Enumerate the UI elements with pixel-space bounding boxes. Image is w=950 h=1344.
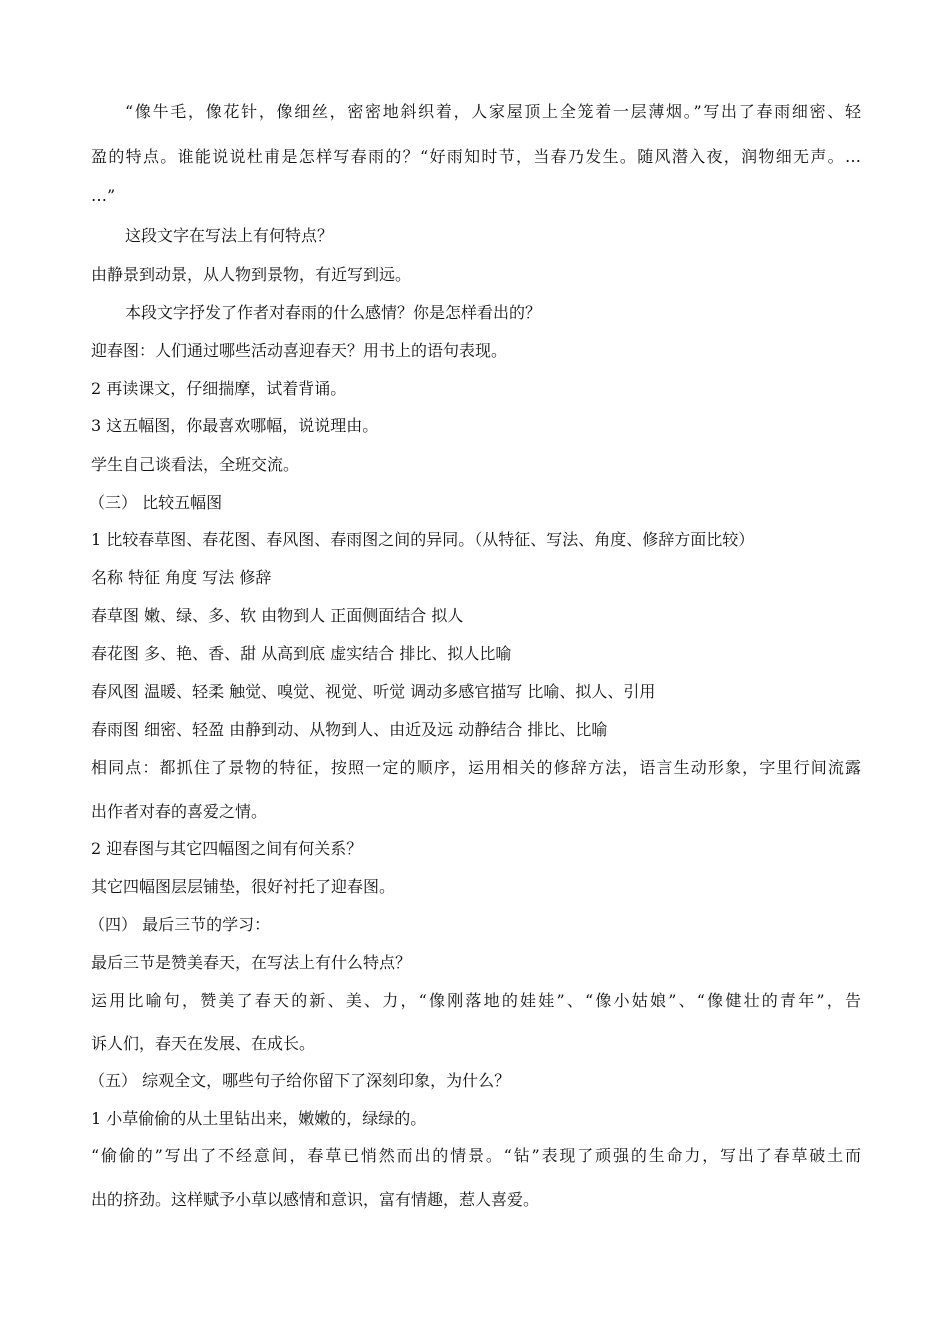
answer-line: 其它四幅图层层铺垫，很好衬托了迎春图。: [91, 877, 396, 896]
paragraph-line: “像牛毛，像花针，像细丝，密密地斜织着，人家屋顶上全笼着一层薄烟。”写出了春雨细密、轻: [125, 102, 861, 121]
comparison-row: 春花图 多、艳、香、甜 从高到底 虚实结合 排比、拟人比喻: [91, 644, 512, 663]
section-heading: （五） 综观全文，哪些句子给你留下了深刻印象，为什么？: [89, 1071, 511, 1090]
list-item: 2 迎春图与其它四幅图之间有何关系？: [91, 839, 363, 858]
comparison-row: 春草图 嫩、绿、多、软 由物到人 正面侧面结合 拟人: [91, 606, 464, 625]
paragraph-line: 出作者对春的喜爱之情。: [91, 802, 268, 821]
question-line: 本段文字抒发了作者对春雨的什么感情？你是怎样看出的？: [125, 303, 542, 322]
paragraph-line: 相同点：都抓住了景物的特征，按照一定的顺序，运用相关的修辞方法，语言生动形象，字里行间流露: [91, 758, 861, 777]
paragraph-line: 诉人们，春天在发展、在成长。: [91, 1034, 316, 1053]
comparison-row: 春风图 温暖、轻柔 触觉、嗅觉、视觉、听觉 调动多感官描写 比喻、拟人、引用: [91, 682, 656, 701]
answer-line: 由静景到动景，从人物到景物，有近写到远。: [91, 265, 412, 284]
list-item: 1 小草偷偷的从土里钻出来，嫩嫩的，绿绿的。: [91, 1109, 427, 1128]
comparison-row: 春雨图 细密、轻盈 由静到动、从物到人、由近及远 动静结合 排比、比喻: [91, 720, 608, 739]
question-line: 迎春图：人们通过哪些活动喜迎春天？用书上的语句表现。: [91, 341, 508, 360]
question-line: 最后三节是赞美春天，在写法上有什么特点？: [91, 953, 412, 972]
paragraph-line: …”: [91, 186, 116, 205]
comparison-header: 名称 特征 角度 写法 修辞: [91, 568, 272, 587]
list-item: 2 再读课文，仔细揣摩，试着背诵。: [91, 379, 347, 398]
paragraph-line: 出的挤劲。这样赋予小草以感情和意识，富有情趣，惹人喜爱。: [91, 1190, 540, 1209]
question-line: 这段文字在写法上有何特点？: [125, 226, 334, 245]
paragraph-line: “偷偷的”写出了不经意间，春草已悄然而出的情景。“钻”表现了顽强的生命力，写出了春草破土而: [91, 1146, 861, 1165]
section-heading: （三） 比较五幅图: [89, 493, 223, 512]
section-heading: （四） 最后三节的学习：: [89, 915, 271, 934]
paragraph-line: 盈的特点。谁能说说杜甫是怎样写春雨的？“好雨知时节，当春乃发生。随风潜入夜，润物细无声。…: [91, 147, 861, 166]
list-item: 1 比较春草图、春花图、春风图、春雨图之间的异同。（从特征、写法、角度、修辞方面比较）: [91, 530, 755, 549]
answer-line: 学生自己谈看法，全班交流。: [91, 455, 300, 474]
list-item: 3 这五幅图，你最喜欢哪幅，说说理由。: [91, 416, 379, 435]
paragraph-line: 运用比喻句，赞美了春天的新、美、力，“像刚落地的娃娃”、“像小姑娘”、“像健壮的青年”，告: [91, 991, 861, 1010]
